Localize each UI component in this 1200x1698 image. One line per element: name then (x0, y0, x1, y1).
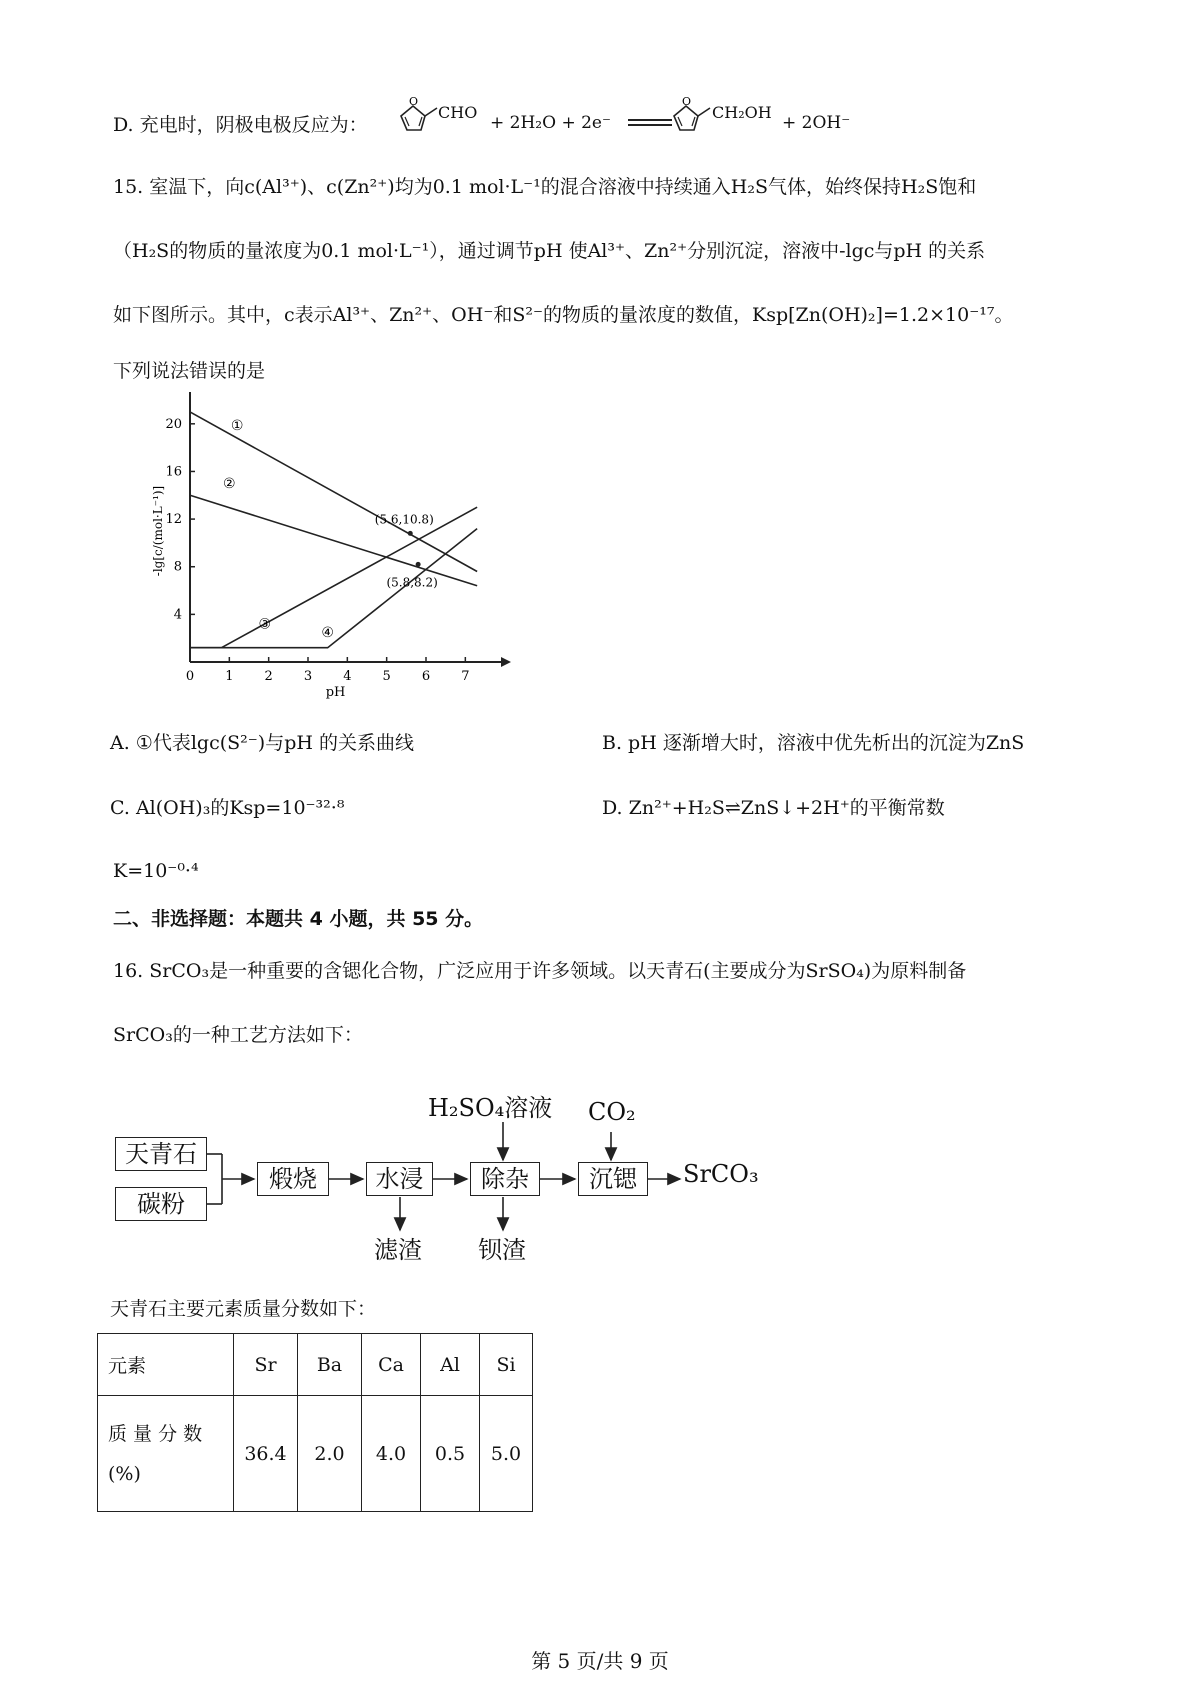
q15-option-d: D. Zn²⁺+H₂S⇌ZnS↓+2H⁺的平衡常数 (602, 797, 945, 819)
x-tick-label: 6 (421, 669, 431, 684)
page-footer: 第 5 页/共 9 页 (531, 1649, 669, 1673)
table-header-cell: Ca (362, 1334, 421, 1396)
table-header-cell: Sr (234, 1334, 298, 1396)
row-label-line1: 质 量 分 数 (108, 1422, 203, 1445)
flow-input-celestite: 天青石 (115, 1137, 207, 1171)
q15-option-b: B. pH 逐渐增大时，溶液中优先析出的沉淀为ZnS (602, 732, 1025, 754)
table-header-row (98, 1334, 533, 1396)
flow-step-precipitate: 沉锶 (578, 1162, 648, 1196)
flow-reagent-h2so4: H₂SO₄溶液 (428, 1094, 553, 1122)
flow-step-leach: 水浸 (366, 1162, 433, 1196)
x-tick-label: 0 (185, 669, 195, 684)
reaction-middle: + 2H₂O + 2e⁻ (490, 113, 611, 133)
table-row-label (98, 1396, 234, 1512)
svg-text:O: O (682, 96, 692, 108)
flow-input-carbon: 碳粉 (115, 1187, 207, 1221)
y-tick-label: 16 (165, 464, 182, 480)
x-axis-arrow (501, 657, 511, 667)
annotation-label: (5.6,10.8) (374, 512, 434, 527)
series-label: ③ (258, 616, 272, 633)
annotation-label: (5.8,8.2) (386, 575, 438, 590)
q15-line4: 下列说法错误的是 (113, 360, 266, 382)
flow-step-purify: 除杂 (470, 1162, 540, 1196)
table-cell: 2.0 (298, 1396, 362, 1512)
q15-option-d-continued: K=10⁻⁰·⁴ (113, 860, 199, 882)
intersection-point (416, 562, 421, 567)
y-tick-label: 12 (165, 512, 182, 528)
table-cell: 4.0 (362, 1396, 421, 1512)
table-header-cell: Al (421, 1334, 480, 1396)
series-line (190, 495, 477, 586)
furfural-group: CHO (438, 103, 478, 122)
row-label-line2: (%) (108, 1462, 141, 1485)
x-tick-label: 2 (264, 669, 273, 684)
q15-line3: 如下图所示。其中，c表示Al³⁺、Zn²⁺、OH⁻和S²⁻的物质的量浓度的数值，Ksp[Zn(OH)₂]=1.2×10⁻¹⁷。 (113, 304, 1014, 326)
option-d-prefix: D. 充电时，阴极电极反应为： (113, 114, 368, 136)
flow-reagent-co2: CO₂ (588, 1098, 636, 1126)
x-tick-label: 3 (303, 669, 313, 684)
series-label: ① (230, 417, 244, 434)
x-tick-label: 1 (225, 669, 234, 684)
q15-line2: （H₂S的物质的量浓度为0.1 mol·L⁻¹），通过调节pH 使Al³⁺、Zn²⁺分别沉淀，溶液中-lgc与pH 的关系 (113, 240, 986, 262)
x-tick-label: 7 (461, 669, 470, 684)
y-tick-label: 8 (173, 559, 182, 575)
y-tick-label: 4 (173, 607, 182, 623)
table-cell: 5.0 (480, 1396, 533, 1512)
q15-option-a: A. ①代表lgc(S²⁻)与pH 的关系曲线 (110, 732, 414, 754)
flow-waste-barium: 钡渣 (478, 1236, 526, 1264)
flow-product: SrCO₃ (683, 1160, 759, 1188)
q16-line1: 16. SrCO₃是一种重要的含锶化合物，广泛应用于许多领域。以天青石(主要成分为SrSO₄)为原料制备 (113, 960, 967, 982)
x-axis-label: pH (325, 685, 346, 700)
svg-text:O: O (409, 96, 419, 108)
x-tick-label: 5 (382, 669, 391, 684)
flow-step-calcine: 煅烧 (257, 1162, 329, 1196)
intersection-point (408, 531, 413, 536)
table-header-cell: Si (480, 1334, 533, 1396)
q15-option-c: C. Al(OH)₃的Ksp=10⁻³²·⁸ (110, 797, 345, 819)
table-cell: 0.5 (421, 1396, 480, 1512)
series-label: ② (223, 476, 236, 493)
table-caption: 天青石主要元素质量分数如下： (110, 1298, 377, 1320)
section-heading: 二、非选择题：本题共 4 小题，共 55 分。 (113, 908, 484, 930)
x-tick-label: 4 (343, 669, 352, 684)
equals-arrow-2 (628, 124, 672, 126)
reaction-tail: + 2OH⁻ (782, 113, 851, 133)
furfuryl-group: CH₂OH (712, 103, 772, 122)
option-d-q14 (113, 112, 1110, 138)
y-tick-label: 20 (165, 416, 182, 432)
q15-line1: 15. 室温下，向c(Al³⁺)、c(Zn²⁺)均为0.1 mol·L⁻¹的混合溶液中持续通入H₂S气体，始终保持H₂S饱和 (113, 176, 977, 198)
element-mass-table (97, 1333, 533, 1512)
table-header-cell: 元素 (98, 1334, 234, 1396)
y-axis-label: -lg[c/(mol·L⁻¹)] (151, 485, 165, 577)
series-label: ④ (321, 624, 334, 641)
table-cell: 36.4 (234, 1396, 298, 1512)
table-header-cell: Ba (298, 1334, 362, 1396)
equals-arrow (628, 119, 672, 121)
table-row (98, 1396, 533, 1512)
flow-waste-filter: 滤渣 (374, 1236, 422, 1264)
lgc-ph-chart (150, 392, 550, 712)
q16-line2: SrCO₃的一种工艺方法如下： (113, 1024, 363, 1046)
